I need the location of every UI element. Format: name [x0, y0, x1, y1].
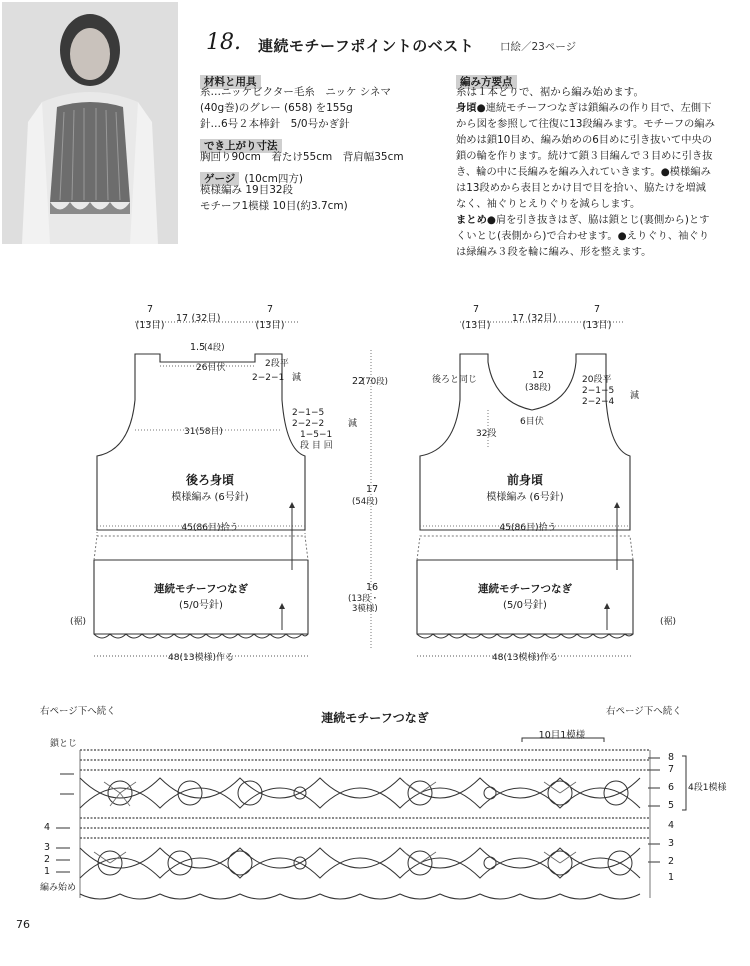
back-name: 後ろ身頃 [185, 473, 235, 487]
front-neck-bind: 6目伏 [520, 417, 544, 427]
chart-row-right-8: 8 [668, 752, 675, 763]
back-chest-sts: 31(58目) [184, 427, 223, 437]
size-line: 胸回り90cm 着たけ55cm 背肩幅35cm [200, 151, 404, 163]
crochet-chart [0, 698, 750, 910]
pattern-title: 連続モチーフポイントのベスト [258, 37, 475, 55]
size-heading: でき上がり寸法 [200, 139, 282, 153]
chart-cont-right: 右ページ下へ続く [606, 706, 682, 717]
back-shoulder-dec-2: 2−2−1 [252, 373, 285, 383]
instructions-heading: 編み方要点 [456, 75, 517, 89]
back-h-motif-pat: 3模様) [352, 604, 378, 614]
back-h-armhole: 22 [352, 376, 365, 387]
chart-row-right-6: 6 [668, 782, 675, 793]
finish-label: まとめ● [456, 214, 496, 226]
back-neck-depth-rows: (4段) [204, 343, 225, 353]
chart-start: 編み始め [40, 883, 77, 893]
back-h-body: 17 [366, 484, 379, 495]
back-top-w-right-st: (13目) [255, 320, 285, 331]
motif-band-top [80, 778, 640, 808]
materials-line-3: 針…6号２本棒針 5/0号かぎ針 [200, 118, 350, 130]
chart-pattern-repeat-label: 4段1模様 [688, 783, 727, 793]
back-shoulder-dec-1: 2段平 [265, 359, 289, 369]
instructions-intro: 糸は１本どりで、裾から編み始めます。 [456, 86, 644, 98]
back-armhole-dec-1: 2−1−5 [292, 408, 325, 418]
front-neck-dec-2: 2−1−5 [582, 386, 615, 396]
chart-cont-left: 右ページ下へ続く [40, 706, 116, 717]
materials-heading: 材料と用具 [200, 75, 261, 89]
chart-row-right-5: 5 [668, 800, 675, 811]
back-neck-bind: 26目伏 [196, 363, 226, 373]
back-h-armhole-rows: (70段) [362, 377, 388, 387]
back-pickup: 45(86目)拾う [181, 523, 239, 533]
finish-text: 肩を引き抜きはぎ、脇は鎖とじ(裏側から)とすくいとじ(表側から)で合わせます。●えりぐり、袖ぐりは緑編み３段を輪に編み、形を整えます。 [456, 214, 710, 258]
front-top-w-left: 7 [472, 304, 480, 315]
body-text: 連続モチーフつなぎは鎖編みの作り目で、左側下から図を参照して往復に13段編みます。モチーフの編み始めは鎖10目め、編み始めの6目めに引き抜いて中央の鎖の輪を作ります。続けて鎖３目編んで３目めに引き抜き、輪の中に長編みを編み入れていきます。●模様編みは13段めから表目とかけ目で目を拾い、脇たけを増減なく、袖ぐりとえりぐりを減らします。 [456, 102, 715, 210]
front-hem-label: (裾) [660, 617, 677, 627]
front-side-rows: 32段 [476, 429, 497, 439]
gauge-line-1: 模様編み 19目32段 [200, 184, 294, 196]
front-motif-hook: (5/0号針) [503, 600, 547, 611]
pattern-number: 18. [206, 30, 241, 55]
back-stitch: 模様編み (6号針) [171, 492, 249, 503]
front-same-as-back: 後ろと同じ [432, 375, 478, 385]
schematic-diagrams [0, 290, 750, 670]
front-top-w-right-st: (13目) [582, 320, 612, 331]
chart-row-left-3: 3 [44, 842, 51, 853]
front-stitch: 模様編み (6号針) [486, 492, 564, 503]
chart-row-left-1: 1 [44, 866, 51, 877]
chart-row-left-2: 2 [44, 854, 51, 865]
back-bottom: 48(13模様)作る [168, 653, 234, 663]
chart-row-left-4: 4 [44, 822, 51, 833]
back-armhole-dec-4: 段 目 回 [300, 441, 333, 451]
model-photo [2, 2, 178, 244]
materials-line-2: (40g巻)のグレー (658) を155g [200, 102, 353, 114]
page-number: 76 [16, 918, 30, 931]
front-neck-depth: 12 [531, 370, 545, 381]
front-top-w-right: 7 [593, 304, 601, 315]
back-motif-name: 連続モチーフつなぎ [154, 583, 248, 595]
chart-row-right-2: 2 [668, 856, 675, 867]
back-top-w-left-st: (13目) [135, 320, 165, 331]
chart-chain-join: 鎖とじ [50, 739, 78, 749]
front-top-w-left-st: (13目) [461, 320, 491, 331]
back-schematic [70, 304, 388, 663]
gauge-heading: ゲージ [200, 172, 239, 186]
gauge-heading-note: (10cm四方) [244, 173, 303, 185]
chart-repeat: 10目1模様 [538, 730, 586, 741]
back-neck-depth: 1.5 [190, 342, 206, 353]
instructions-body [456, 100, 716, 212]
chart-title: 連続モチーフつなぎ [321, 711, 429, 725]
vest-photo-illustration [2, 2, 178, 244]
instructions-finish [456, 212, 716, 260]
chart-row-right-1: 1 [668, 872, 675, 883]
back-h-motif: 16 [366, 582, 379, 593]
front-schematic [417, 304, 676, 663]
chart-row-right-7: 7 [668, 764, 675, 775]
front-top-w-mid: 17 [511, 313, 525, 324]
back-armhole-dec-3: 1−5−1 [300, 430, 333, 440]
front-neck-dec-label: 減 [630, 391, 640, 401]
back-armhole-dec-label: 減 [348, 419, 358, 429]
front-motif-name: 連続モチーフつなぎ [478, 583, 572, 595]
front-neck-dec-1: 20段平 [582, 375, 612, 385]
back-top-w-mid: 17 [175, 313, 189, 324]
back-shoulder-dec-label: 減 [292, 373, 302, 383]
back-hem-label: (裾) [70, 617, 87, 627]
back-armhole-dec-2: 2−2−2 [292, 419, 325, 429]
front-bottom: 48(13模様)作る [492, 653, 558, 663]
front-neck-depth-rows: (38段) [525, 383, 551, 393]
photo-page-ref: 口絵／23ページ [500, 41, 577, 53]
back-motif-hook: (5/0号針) [179, 600, 223, 611]
front-name: 前身頃 [506, 473, 544, 487]
materials-line-1: 糸…ニッケビクター毛糸 ニッケ シネマ [200, 86, 391, 98]
back-top-w-mid-st: (32目) [191, 313, 221, 324]
back-h-body-rows: (54段) [352, 497, 378, 507]
gauge-line-2: モチーフ1模様 10目(約3.7cm) [200, 200, 348, 212]
back-top-w-left: 7 [146, 304, 154, 315]
chart-row-right-3: 3 [668, 838, 675, 849]
motif-band-bottom [80, 848, 640, 899]
back-h-motif-rows: (13段・ [348, 594, 380, 604]
back-top-w-right: 7 [266, 304, 274, 315]
chart-row-right-4: 4 [668, 820, 675, 831]
front-pickup: 45(86目)拾う [499, 523, 557, 533]
front-top-w-mid-st: (32目) [527, 313, 557, 324]
body-label: 身頃● [456, 102, 486, 114]
front-neck-dec-3: 2−2−4 [582, 397, 615, 407]
